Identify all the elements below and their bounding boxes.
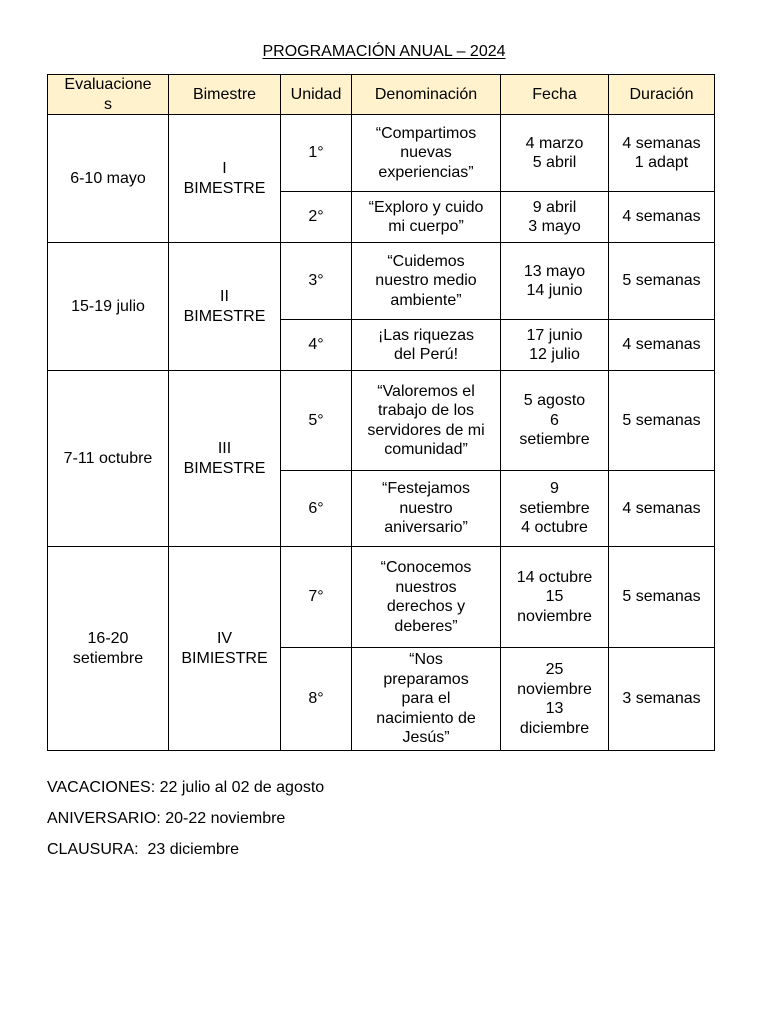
notes-section [47,778,324,871]
unidad-cell: 2° [281,192,352,243]
table-row [48,243,715,320]
fecha-cell: 9 setiembre 4 octubre [501,471,609,547]
duracion-cell: 4 semanas [609,320,715,371]
header-denominacion: Denominación [352,75,501,115]
table-row [48,115,715,192]
duracion-cell: 3 semanas [609,648,715,751]
fecha-cell: 13 mayo 14 junio [501,243,609,320]
note-clausura: CLAUSURA: 23 diciembre [47,841,240,858]
denominacion-cell: “Exploro y cuido mi cuerpo” [352,192,501,243]
unidad-cell: 5° [281,371,352,471]
bimestre-cell: IV BIMIESTRE [169,547,281,751]
fecha-cell: 17 junio 12 julio [501,320,609,371]
unidad-cell: 7° [281,547,352,648]
page-title: PROGRAMACIÓN ANUAL – 2024 [262,43,506,60]
denominacion-cell: “Festejamos nuestro aniversario” [352,471,501,547]
annual-schedule-table [47,74,715,751]
duracion-cell: 4 semanas [609,192,715,243]
denominacion-cell: “Valoremos el trabajo de los servidores de mi comunidad” [352,371,501,471]
fecha-cell: 4 marzo 5 abril [501,115,609,192]
denominacion-cell: ¡Las riquezas del Perú! [352,320,501,371]
header-bimestre: Bimestre [169,75,281,115]
evaluacion-cell: 6-10 mayo [48,115,169,243]
duracion-cell: 4 semanas 1 adapt [609,115,715,192]
evaluacion-cell: 7-11 octubre [48,371,169,547]
unidad-cell: 6° [281,471,352,547]
bimestre-cell: I BIMESTRE [169,115,281,243]
note-vacaciones: VACACIONES: 22 julio al 02 de agosto [47,779,325,796]
table-row [48,371,715,471]
note-aniversario: ANIVERSARIO: 20-22 noviembre [47,810,286,827]
evaluacion-cell: 16-20 setiembre [48,547,169,751]
header-unidad: Unidad [281,75,352,115]
unidad-cell: 4° [281,320,352,371]
unidad-cell: 8° [281,648,352,751]
duracion-cell: 5 semanas [609,243,715,320]
unidad-cell: 1° [281,115,352,192]
denominacion-cell: “Cuidemos nuestro medio ambiente” [352,243,501,320]
fecha-cell: 9 abril 3 mayo [501,192,609,243]
bimestre-cell: II BIMESTRE [169,243,281,371]
fecha-cell: 5 agosto 6 setiembre [501,371,609,471]
header-evaluaciones: Evaluacione s [48,75,169,115]
fecha-cell: 14 octubre 15 noviembre [501,547,609,648]
duracion-cell: 5 semanas [609,371,715,471]
unidad-cell: 3° [281,243,352,320]
duracion-cell: 5 semanas [609,547,715,648]
table-header-row [48,75,715,115]
denominacion-cell: “Nos preparamos para el nacimiento de Jesús” [352,648,501,751]
header-fecha: Fecha [501,75,609,115]
duracion-cell: 4 semanas [609,471,715,547]
header-duracion: Duración [609,75,715,115]
denominacion-cell: “Compartimos nuevas experiencias” [352,115,501,192]
bimestre-cell: III BIMESTRE [169,371,281,547]
fecha-cell: 25 noviembre 13 diciembre [501,648,609,751]
table-row [48,547,715,648]
evaluacion-cell: 15-19 julio [48,243,169,371]
denominacion-cell: “Conocemos nuestros derechos y deberes” [352,547,501,648]
